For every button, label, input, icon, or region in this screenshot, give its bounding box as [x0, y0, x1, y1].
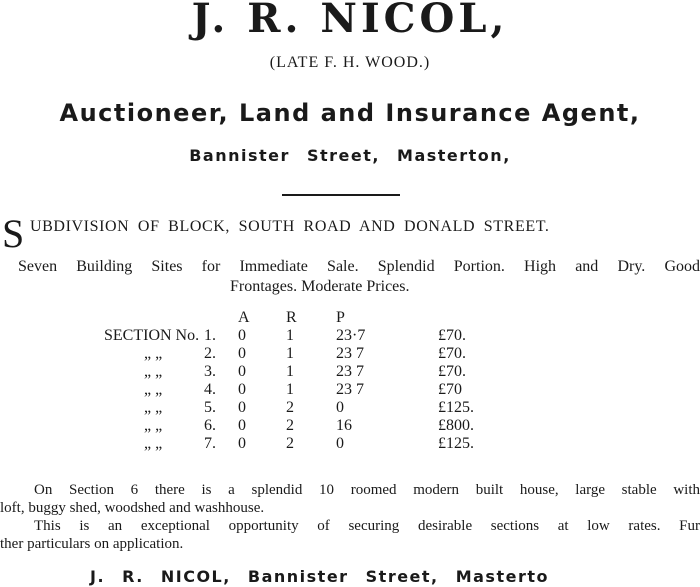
acres-cell: 0	[238, 327, 246, 344]
agent-name-title: J. R. NICOL,	[191, 0, 509, 42]
drop-cap: S	[2, 211, 25, 256]
notes-line-2: loft, buggy shed, woodshed and washhouse.	[0, 500, 265, 516]
price-cell: £70.	[438, 363, 466, 380]
roods-cell: 1	[286, 381, 294, 398]
acres-cell: 0	[238, 345, 246, 362]
price-cell: £125.	[438, 435, 474, 452]
table-row	[104, 345, 498, 363]
price-cell: £800.	[438, 417, 474, 434]
footer-signature: J. R. NICOL, Bannister Street, Masterto	[90, 567, 549, 586]
price-cell: £70.	[438, 345, 466, 362]
section-number: 4.	[204, 381, 216, 398]
price-cell: £70	[438, 381, 462, 398]
notes-line-4: ther particulars on application.	[0, 536, 184, 552]
perches-cell: 23 7	[336, 345, 364, 362]
section-number: 7.	[204, 435, 216, 452]
header-roods: R	[286, 309, 297, 326]
section-number: 5.	[204, 399, 216, 416]
acres-cell: 0	[238, 399, 246, 416]
acres-cell: 0	[238, 363, 246, 380]
table-row	[104, 381, 498, 399]
table-row	[104, 417, 498, 435]
header-acres: A	[238, 309, 250, 326]
agent-role-heading: Auctioneer, Land and Insurance Agent,	[59, 99, 641, 127]
acres-cell: 0	[238, 417, 246, 434]
divider-rule	[282, 194, 400, 196]
acres-cell: 0	[238, 381, 246, 398]
section-label: „ „	[144, 381, 163, 398]
header-perches: P	[336, 309, 345, 326]
perches-cell: 23 7	[336, 381, 364, 398]
roods-cell: 1	[286, 327, 294, 344]
perches-cell: 0	[336, 435, 344, 452]
roods-cell: 1	[286, 363, 294, 380]
table-header-row	[104, 309, 498, 327]
section-number: 1.	[204, 327, 216, 344]
perches-cell: 0	[336, 399, 344, 416]
notes-line-3: This is an exceptional opportunity of securing desirable sections at low rates. Fur	[34, 518, 700, 534]
intro-line-1: Seven Building Sites for Immediate Sale. Splendid Portion. High and Dry. Good	[18, 258, 700, 275]
table-row	[104, 327, 498, 345]
section-label: „ „	[144, 345, 163, 362]
perches-cell: 16	[336, 417, 352, 434]
price-cell: £125.	[438, 399, 474, 416]
subdivision-heading: UBDIVISION OF BLOCK, SOUTH ROAD AND DONALD STREET.	[30, 218, 550, 235]
sections-table	[104, 309, 498, 453]
section-number: 6.	[204, 417, 216, 434]
perches-cell: 23·7	[336, 327, 366, 344]
agent-address: Bannister Street, Masterton,	[189, 146, 511, 165]
section-label: „ „	[144, 363, 163, 380]
notes-paragraph	[0, 481, 700, 553]
section-number: 3.	[204, 363, 216, 380]
roods-cell: 2	[286, 435, 294, 452]
section-label: „ „	[144, 417, 163, 434]
section-label: „ „	[144, 399, 163, 416]
section-number: 2.	[204, 345, 216, 362]
table-row	[104, 399, 498, 417]
late-predecessor-note: (LATE F. H. WOOD.)	[269, 54, 431, 71]
table-row	[104, 363, 498, 381]
roods-cell: 2	[286, 417, 294, 434]
section-label: „ „	[144, 435, 163, 452]
roods-cell: 2	[286, 399, 294, 416]
subdivision-intro	[18, 257, 700, 297]
roods-cell: 1	[286, 345, 294, 362]
section-label: SECTION No.	[104, 327, 200, 344]
notes-line-1: On Section 6 there is a splendid 10 roomed modern built house, large stable with	[34, 482, 700, 498]
price-cell: £70.	[438, 327, 466, 344]
acres-cell: 0	[238, 435, 246, 452]
table-row	[104, 435, 498, 453]
intro-line-2: Frontages. Moderate Prices.	[230, 278, 410, 295]
perches-cell: 23 7	[336, 363, 364, 380]
